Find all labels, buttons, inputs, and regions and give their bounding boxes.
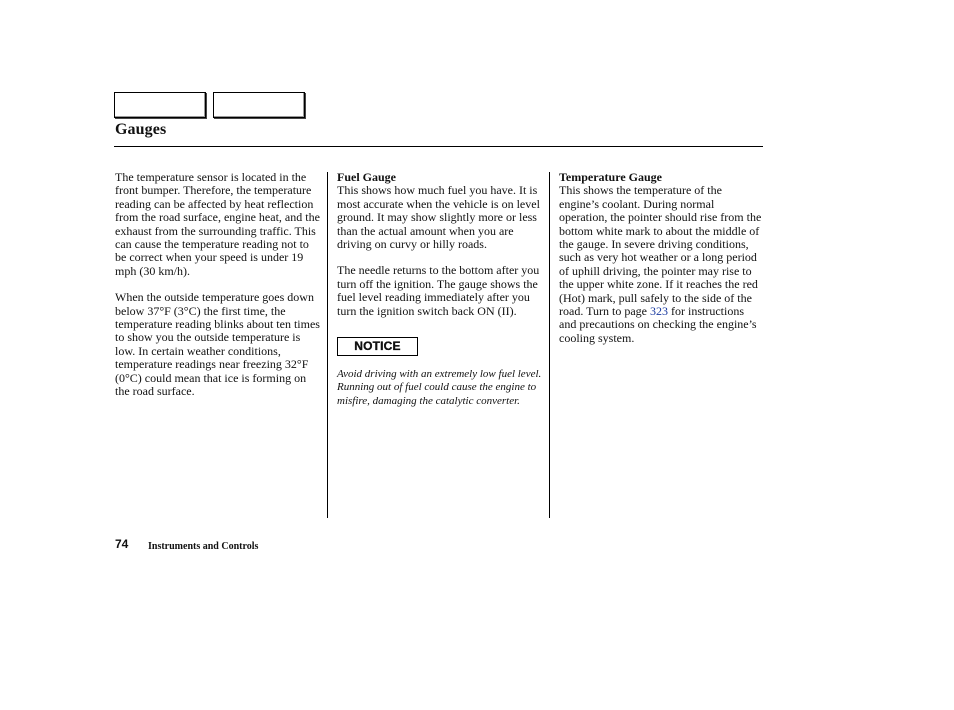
title-divider [114,146,763,147]
section-name: Instruments and Controls [148,541,259,552]
fuel-gauge-paragraph-1: This shows how much fuel you have. It is most accurate when the vehicle is on level ground. It may show slightly more or less than the actual amount when you are driving on curvy or hilly roads. [337,183,540,252]
fuel-gauge-heading: Fuel Gauge [337,170,396,184]
temperature-gauge-text: This shows the temperature of the engine’s coolant. During normal operation, the pointer should rise from the bottom white mark to about the middle of the gauge. In severe driving conditions, such as very hot weather or a long period of uphill driving, the pointer may rise to the upper white zone. If it reaches the red (Hot) mark, pull safely to the side of the road. Turn to page [559,183,762,319]
nav-button-index[interactable] [213,92,305,118]
page-title: Gauges [115,121,167,138]
notice-badge [337,337,418,356]
column-divider-1 [327,172,328,518]
fuel-gauge-paragraph-2: The needle returns to the bottom after you turn off the ignition. The gauge shows the fuel level reading immediately after you turn the ignition switch back ON (II). [337,263,540,318]
notice-text: Avoid driving with an extremely low fuel level. Running out of fuel could cause the engine to misfire, damaging the catalytic converter. [337,368,542,407]
page-number: 74 [115,537,129,551]
column-divider-2 [549,172,550,518]
notice-label: NOTICE [354,339,401,354]
page-323-link[interactable]: 323 [650,304,668,319]
right-column [559,171,764,358]
freezing-paragraph: When the outside temperature goes down below 37°F (3°C) the first time, the temperature reading blinks about ten times to show you the outside temperature is low. In certain weather conditions, temperature readings near freezing 32°F (0°C) could mean that ice is forming on the road surface. [115,290,320,399]
temperature-gauge-text-end: for instructions and precautions on checking the engine’s cooling system. [559,304,757,345]
left-column [115,171,322,412]
sensor-paragraph: The temperature sensor is located in the front bumper. Therefore, the temperature reading can be affected by heat reflection from the road surface, engine heat, and the exhaust from the surrounding traffic. This can cause the temperature reading not to be correct when your speed is under 19 mph (30 km/h). [115,170,320,278]
nav-button-contents[interactable] [114,92,206,118]
middle-column [337,171,542,421]
temperature-gauge-heading: Temperature Gauge [559,170,662,184]
